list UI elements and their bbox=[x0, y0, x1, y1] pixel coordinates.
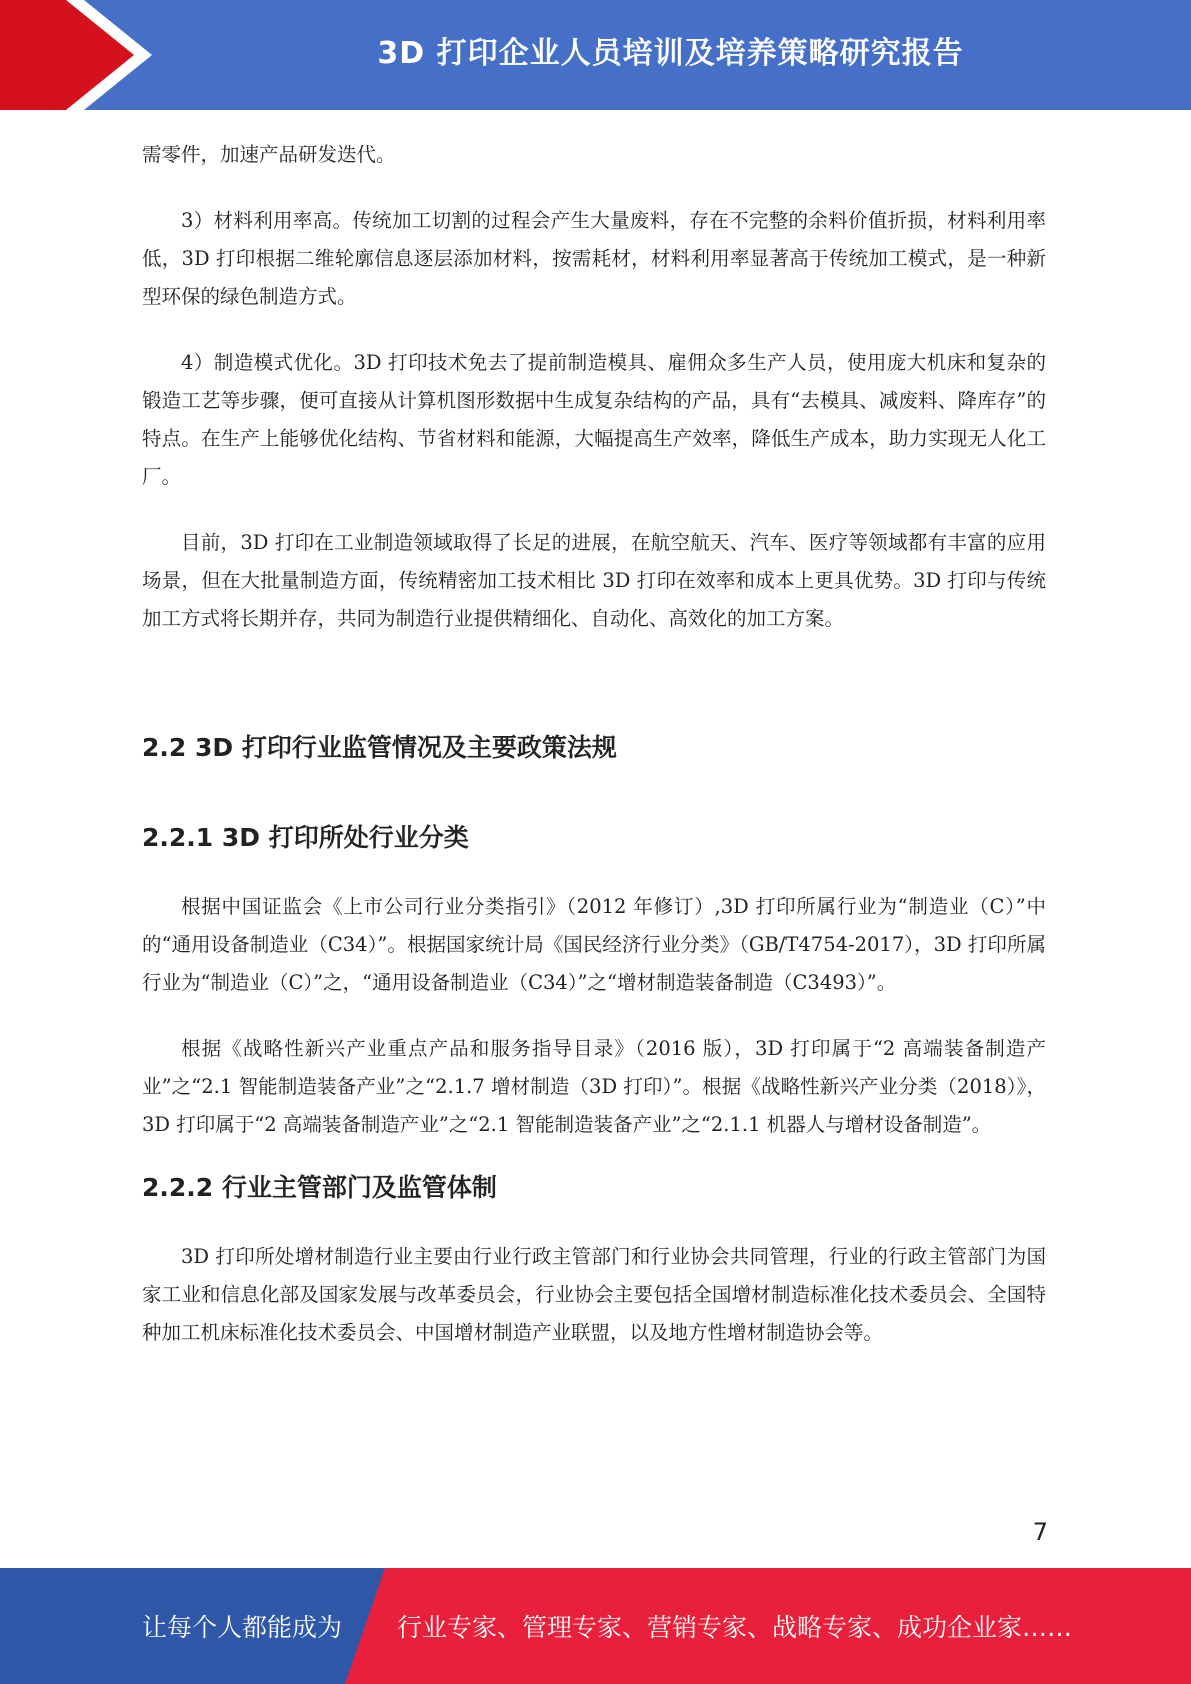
page-header bbox=[0, 0, 1191, 110]
footer-roles: 行业专家、管理专家、营销专家、战略专家、成功企业家…… bbox=[397, 1613, 1073, 1642]
subsection-heading: 2.2.1 3D 打印所处行业分类 bbox=[142, 823, 469, 852]
paragraph: 3）材料利用率高。传统加工切割的过程会产生大量废料，存在不完整的余料价值折损，材料利用率低，3D 打印根据二维轮廓信息逐层添加材料，按需耗材，材料利用率显著高于传统加工模式，是一种新型环保的绿色制造方式。 bbox=[142, 209, 1046, 308]
footer-slogan: 让每个人都能成为 bbox=[142, 1613, 343, 1642]
paragraph: 根据中国证监会《上市公司行业分类指引》（2012 年修订）,3D 打印所属行业为“制造业（C）”中的“通用设备制造业（C34）”。根据国家统计局《国民经济行业分类》（GB/T4754-2017），3D 打印所属行业为“制造业（C）”之，“通用设备制造业（C34）”之“增材制造装备制造（C3493）”。 bbox=[142, 895, 1046, 994]
paragraph: 目前，3D 打印在工业制造领域取得了长足的进展，在航空航天、汽车、医疗等领域都有丰富的应用场景，但在大批量制造方面，传统精密加工技术相比 3D 打印在效率和成本上更具优势。3D 打印与传统加工方式将长期并存，共同为制造行业提供精细化、自动化、高效化的加工方案。 bbox=[142, 531, 1046, 630]
report-title: 3D 打印企业人员培训及培养策略研究报告 bbox=[377, 36, 964, 71]
paragraph: 根据《战略性新兴产业重点产品和服务指导目录》（2016 版），3D 打印属于“2 高端装备制造产业”之“2.1 智能制造装备产业”之“2.1.7 增材制造（3D 打印）”。根据《战略性新兴产业分类（2018）》，3D 打印属于“2 高端装备制造产业”之“2.1 智能制造装备产业”之“2.1.1 机器人与增材设备制造”。 bbox=[142, 1037, 1046, 1136]
page-body bbox=[142, 136, 1046, 1352]
paragraph: 3D 打印所处增材制造行业主要由行业行政主管部门和行业协会共同管理，行业的行政主管部门为国家工业和信息化部及国家发展与改革委员会，行业协会主要包括全国增材制造标准化技术委员会、全国特种加工机床标准化技术委员会、中国增材制造产业联盟，以及地方性增材制造协会等。 bbox=[142, 1245, 1046, 1344]
page-footer bbox=[0, 1568, 1191, 1684]
paragraph: 4）制造模式优化。3D 打印技术免去了提前制造模具、雇佣众多生产人员，使用庞大机床和复杂的锻造工艺等步骤，便可直接从计算机图形数据中生成复杂结构的产品，具有“去模具、减废料、降库存”的特点。在生产上能够优化结构、节省材料和能源，大幅提高生产效率，降低生产成本，助力实现无人化工厂。 bbox=[142, 351, 1046, 488]
page-number: 7 bbox=[1032, 1518, 1048, 1546]
section-heading: 2.2 3D 打印行业监管情况及主要政策法规 bbox=[142, 733, 617, 762]
subsection-heading: 2.2.2 行业主管部门及监管体制 bbox=[142, 1173, 497, 1202]
paragraph: 需零件，加速产品研发迭代。 bbox=[142, 143, 396, 166]
